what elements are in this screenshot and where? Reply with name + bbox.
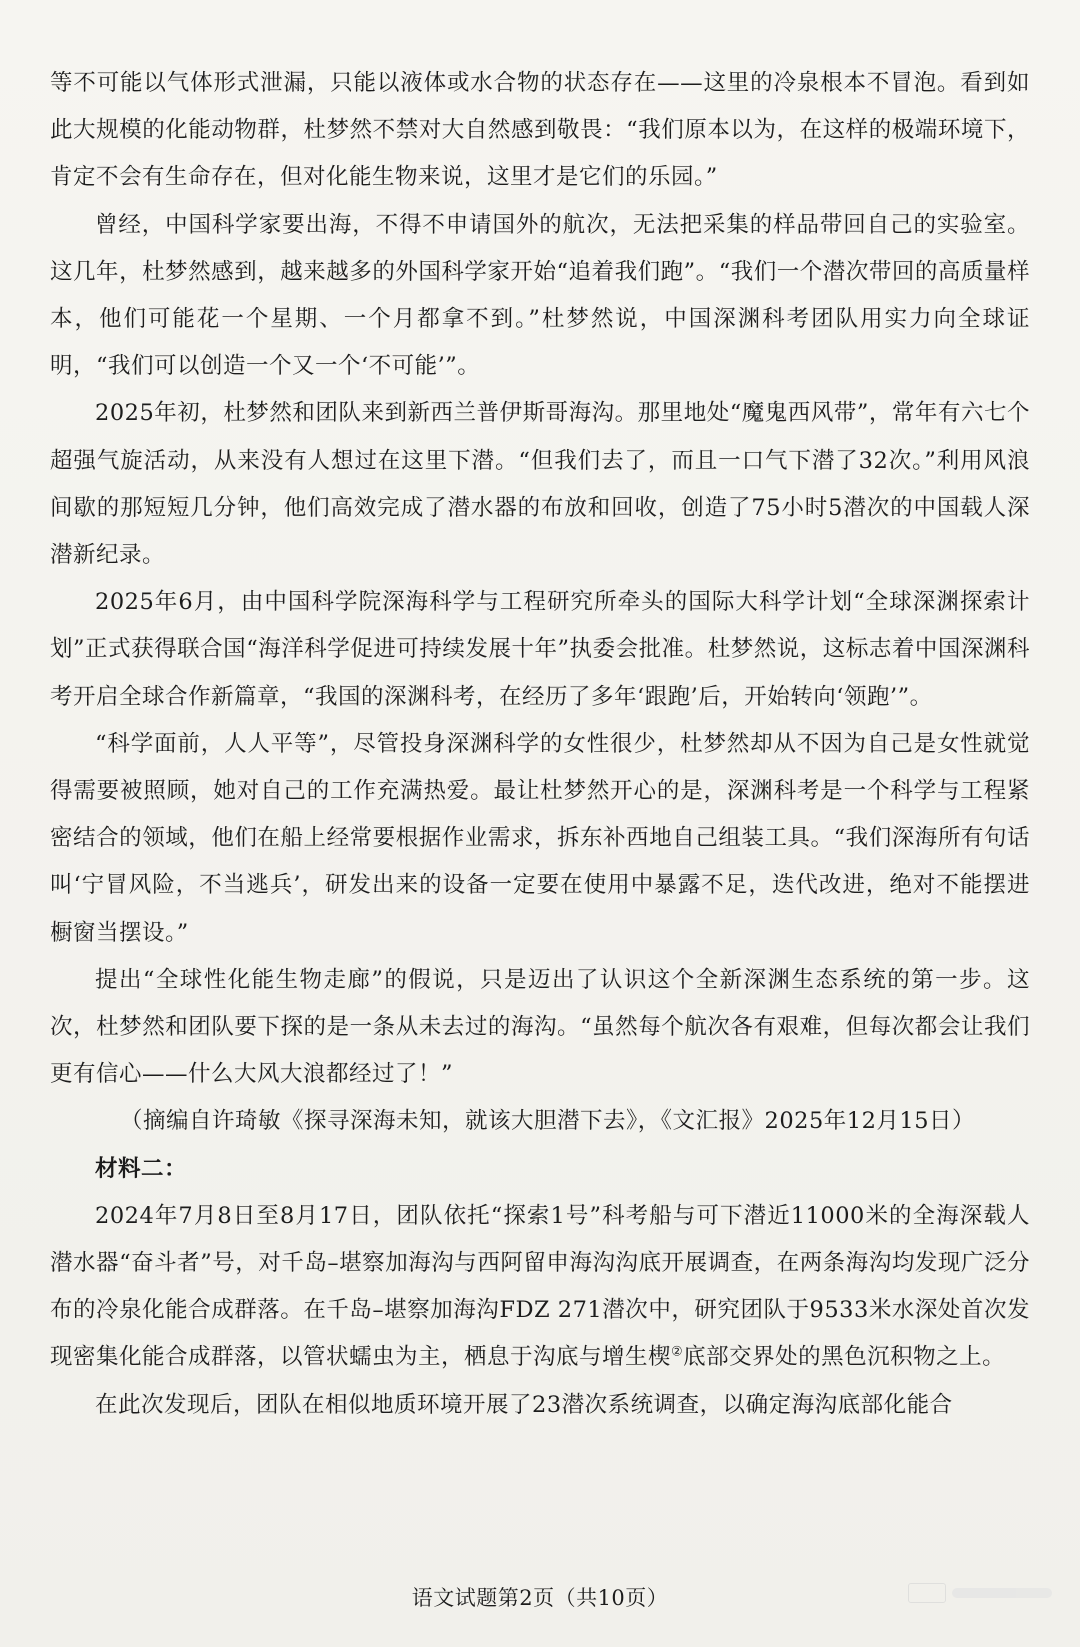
paragraph: 曾经，中国科学家要出海，不得不申请国外的航次，无法把采集的样品带回自己的实验室。这几年，杜梦然感到，越来越多的外国科学家开始“追着我们跑”。“我们一个潜次带回的高质量样本，他们可能花一个星期、一个月都拿不到。”杜梦然说，中国深渊科考团队用实力向全球证明，“我们可以创造一个又一个‘不可能’”。 — [50, 211, 1030, 380]
paragraph: 在此次发现后，团队在相似地质环境开展了23潜次系统调查，以确定海沟底部化能合 — [95, 1391, 953, 1418]
watermark-icon — [908, 1583, 946, 1603]
source-citation: （摘编自许琦敏《探寻深海未知，就该大胆潜下去》，《文汇报》2025年12月15日） — [120, 1108, 976, 1135]
paragraph-continuation: 等不可能以气体形式泄漏，只能以液体或水合物的状态存在——这里的冷泉根本不冒泡。看到如此大规模的化能动物群，杜梦然不禁对大自然感到敬畏：“我们原本以为，在这样的极端环境下，肯定不会有生命存在，但对化能生物来说，这里才是它们的乐园。” — [50, 70, 1030, 191]
footnote-marker: ② — [671, 1344, 684, 1360]
paragraph — [50, 1193, 1030, 1382]
paragraph: 2025年初，杜梦然和团队来到新西兰普伊斯哥海沟。那里地处“魔鬼西风带”，常年有六七个超强气旋活动，从来没有人想过在这里下潜。“但我们去了，而且一口气下潜了32次。”利用风浪间歇的那短短几分钟，他们高效完成了潜水器的布放和回收，创造了75小时5潜次的中国载人深潜新纪录。 — [50, 400, 1030, 569]
paragraph-text: 底部交界处的黑色沉积物之上。 — [683, 1344, 1006, 1371]
watermark-mark — [952, 1588, 1052, 1598]
paragraph: 2025年6月，由中国科学院深海科学与工程研究所牵头的国际大科学计划“全球深渊探索计划”正式获得联合国“海洋科学促进可持续发展十年”执委会批准。杜梦然说，这标志着中国深渊科考开启全球合作新篇章，“我国的深渊科考，在经历了多年‘跟跑’后，开始转向‘领跑’”。 — [50, 589, 1030, 710]
page-footer: 语文试题第2页（共10页） — [411, 1586, 669, 1610]
paragraph: 提出“全球性化能生物走廊”的假说，只是迈出了认识这个全新深渊生态系统的第一步。这次，杜梦然和团队要下探的是一条从未去过的海沟。“虽然每个航次各有艰难，但每次都会让我们更有信心——什么大风大浪都经过了！” — [50, 966, 1030, 1088]
page-content — [50, 60, 1030, 1429]
paragraph: “科学面前，人人平等”，尽管投身深渊科学的女性很少，杜梦然却从不因为自己是女性就觉得需要被照顾，她对自己的工作充满热爱。最让杜梦然开心的是，深渊科考是一个科学与工程紧密结合的领域，他们在船上经常要根据作业需求，拆东补西地自己组装工具。“我们深海所有句话叫‘宁冒风险，不当逃兵’，研发出来的设备一定要在使用中暴露不足，迭代改进，绝对不能摆进橱窗当摆设。” — [50, 730, 1030, 946]
paragraph-text: 2024年7月8日至8月17日，团队依托“探索1号”科考船与可下潜近11000米的全海深载人潜水器“奋斗者”号，对千岛–堪察加海沟与西阿留申海沟沟底开展调查，在两条海沟均发现广泛分布的冷泉化能合成群落。在千岛–堪察加海沟FDZ 271潜次中，研究团队于9533米水深处首次发现密集化能合成群落，以管状蠕虫为主，栖息于沟底与增生楔 — [50, 1202, 1030, 1371]
material-heading: 材料二： — [95, 1155, 188, 1182]
watermark-logo — [872, 1568, 1052, 1618]
